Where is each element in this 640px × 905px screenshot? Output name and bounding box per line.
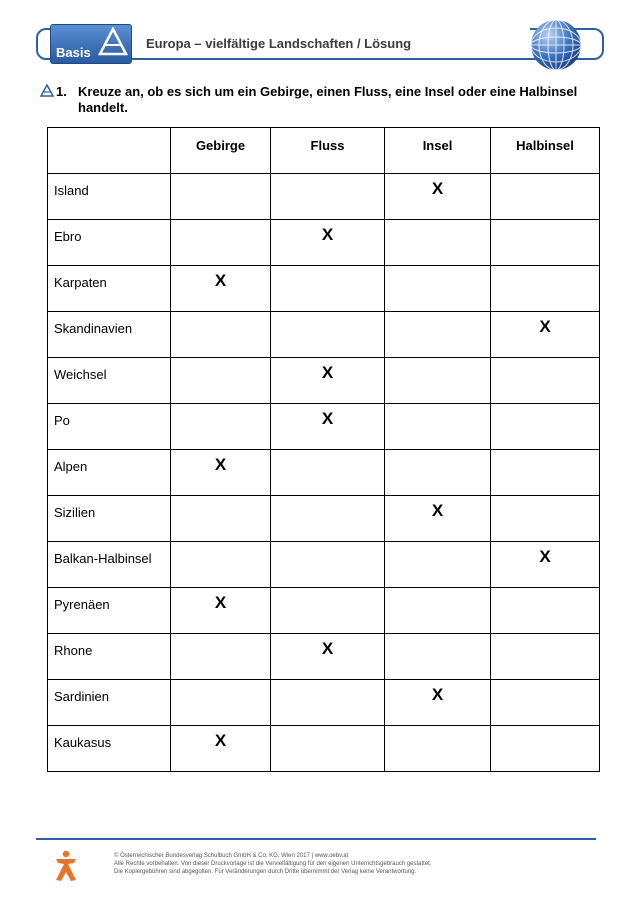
answer-cell: X: [171, 588, 271, 634]
answer-cell: [171, 174, 271, 220]
answer-cell: X: [171, 726, 271, 772]
answer-cell: [171, 542, 271, 588]
basis-logo: [50, 24, 132, 64]
table-row: [48, 220, 600, 266]
table-row: [48, 496, 600, 542]
answer-cell: [171, 312, 271, 358]
footer-line-1: © Österreichischer Bundesverlag Schulbuch GmbH & Co. KG, Wien 2017 | www.oebv.at: [114, 853, 349, 859]
answer-cell: [385, 542, 491, 588]
footer-divider: [36, 838, 596, 840]
table-row: [48, 542, 600, 588]
answer-cell: X: [171, 450, 271, 496]
row-label: Karpaten: [48, 266, 171, 312]
table-row: [48, 634, 600, 680]
answer-cell: X: [385, 496, 491, 542]
answer-cell: [385, 312, 491, 358]
answer-cell: [171, 496, 271, 542]
row-label: Sardinien: [48, 680, 171, 726]
footer-line-3: Die Kopiergebühren sind abgegolten. Für Veränderungen durch Dritte übernimmt der Verlag keine Verantwortung.: [114, 869, 417, 875]
row-label: Alpen: [48, 450, 171, 496]
answer-cell: [491, 266, 600, 312]
header-frame-gap: [130, 24, 530, 32]
answer-cell: [271, 588, 385, 634]
answer-cell: [271, 496, 385, 542]
difficulty-triangle-icon: [40, 84, 54, 97]
answer-cell: [385, 220, 491, 266]
column-header: [48, 128, 171, 174]
answer-cell: [385, 266, 491, 312]
column-header-halbinsel: Halbinsel: [491, 128, 600, 174]
answer-cell: [171, 358, 271, 404]
answer-cell: [385, 634, 491, 680]
answer-cell: X: [271, 404, 385, 450]
answer-cell: X: [171, 266, 271, 312]
answer-cell: X: [385, 680, 491, 726]
answer-cell: [491, 634, 600, 680]
answer-cell: X: [491, 542, 600, 588]
row-label: Po: [48, 404, 171, 450]
answer-table: [47, 127, 600, 772]
task-number: 1.: [56, 84, 67, 99]
publisher-logo-icon: [52, 850, 80, 882]
answer-cell: [271, 312, 385, 358]
triangle-icon: [98, 27, 128, 57]
answer-cell: X: [271, 634, 385, 680]
answer-cell: [271, 680, 385, 726]
answer-cell: [385, 358, 491, 404]
answer-cell: [171, 220, 271, 266]
table-row: [48, 726, 600, 772]
row-label: Pyrenäen: [48, 588, 171, 634]
answer-cell: [271, 266, 385, 312]
answer-cell: [271, 542, 385, 588]
table-row: [48, 680, 600, 726]
answer-cell: [271, 174, 385, 220]
row-label: Rhone: [48, 634, 171, 680]
answer-cell: [385, 726, 491, 772]
column-header-insel: Insel: [385, 128, 491, 174]
answer-cell: [491, 680, 600, 726]
answer-cell: [491, 588, 600, 634]
table-row: [48, 450, 600, 496]
table-row: [48, 266, 600, 312]
row-label: Kaukasus: [48, 726, 171, 772]
row-label: Balkan-Halbinsel: [48, 542, 171, 588]
answer-cell: [385, 404, 491, 450]
table-row: [48, 174, 600, 220]
answer-cell: X: [385, 174, 491, 220]
table-row: [48, 588, 600, 634]
table-row: [48, 358, 600, 404]
answer-cell: [385, 588, 491, 634]
footer-line-2: Alle Rechte vorbehalten. Von dieser Druckvorlage ist die Vervielfältigung für den eigenen Unterrichtsgebrauch gestattet.: [114, 861, 432, 867]
column-header-gebirge: Gebirge: [171, 128, 271, 174]
table-row: [48, 312, 600, 358]
row-label: Skandinavien: [48, 312, 171, 358]
answer-cell: [491, 174, 600, 220]
answer-cell: [491, 358, 600, 404]
answer-cell: [491, 404, 600, 450]
footer-copyright: [114, 852, 574, 876]
answer-cell: X: [271, 358, 385, 404]
answer-cell: [171, 634, 271, 680]
answer-cell: [491, 220, 600, 266]
answer-cell: [491, 496, 600, 542]
answer-cell: X: [491, 312, 600, 358]
answer-cell: [491, 726, 600, 772]
answer-cell: X: [271, 220, 385, 266]
answer-cell: [171, 404, 271, 450]
row-label: Ebro: [48, 220, 171, 266]
answer-cell: [385, 450, 491, 496]
globe-icon: [529, 18, 583, 72]
answer-cell: [271, 450, 385, 496]
column-header-fluss: Fluss: [271, 128, 385, 174]
table-row: [48, 404, 600, 450]
row-label: Sizilien: [48, 496, 171, 542]
row-label: Weichsel: [48, 358, 171, 404]
answer-cell: [171, 680, 271, 726]
page-title: Europa – vielfältige Landschaften / Lösung: [146, 36, 412, 51]
task-text: Kreuze an, ob es sich um ein Gebirge, einen Fluss, eine Insel oder eine Halbinsel handelt.: [78, 84, 578, 115]
row-label: Island: [48, 174, 171, 220]
answer-cell: [491, 450, 600, 496]
basis-logo-label: Basis: [56, 45, 91, 60]
table-header-row: [48, 128, 600, 174]
answer-cell: [271, 726, 385, 772]
